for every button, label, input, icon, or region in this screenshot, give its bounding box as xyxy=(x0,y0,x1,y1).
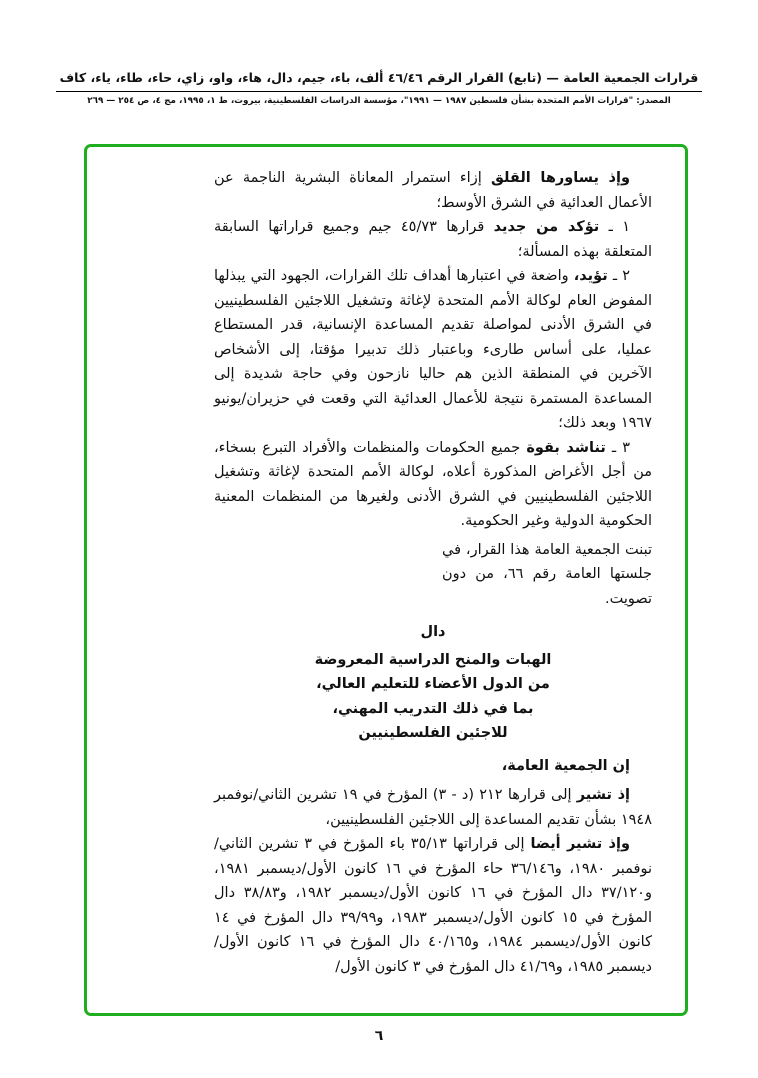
resolution-d-paragraph-2 xyxy=(214,832,652,979)
text-column xyxy=(214,166,652,979)
paragraph-text: إلى قراراتها ٣٥/١٣ باء المؤرخ في ٣ تشرين الثاني/نوفمبر ١٩٨٠، و٣٦/١٤٦ حاء المؤرخ في ١٦ كانون الأول/ديسمبر ١٩٨١، و٣٧/١٢٠ دال المؤرخ في ١٦ كانون الأول/ديسمبر ١٩٨٢، و٣٨/٨٣ دال المؤرخ في ١٥ كانون الأول/ديسمبر ١٩٨٣، و٣٩/٩٩ دال المؤرخ في ١٤ كانون الأول/ديسمبر ١٩٨٤، و٤٠/١٦٥ دال المؤرخ في ١٦ كانون الأول/ديسمبر ١٩٨٥، و٤١/٦٩ دال المؤرخ في ٣ كانون الأول/ xyxy=(214,836,653,975)
paragraph-number: ٣ ـ xyxy=(605,439,631,456)
resolution-d-title-line-4: للاجئين الفلسطينيين xyxy=(358,725,508,741)
paragraph-number: ٢ ـ xyxy=(607,268,631,284)
resolution-d-title-line-2: من الدول الأعضاء للتعليم العالي، xyxy=(316,676,550,692)
resolution-c-paragraph-2 xyxy=(214,215,652,264)
paragraph-text: جميع الحكومات والمنظمات والأفراد التبرع بسخاء، من أجل الأغراض المذكورة أعلاه، لوكالة الأمم المتحدة لإغاثة وتشغيل اللاجئين الفلسطينيين في الشرق الأدنى ولغيرها من المنظمات المعنية الحكومية الدولية وغير الحكومية. xyxy=(214,439,652,529)
page-header xyxy=(28,70,730,106)
resolution-d-title-line-1: الهبات والمنح الدراسية المعروضة xyxy=(314,651,552,668)
document-title: قرارات الجمعية العامة — (تابع) القرار الرقم ٤٦/٤٦ ألف، باء، جيم، دال، هاء، واو، زاي، حاء، طاء، ياء، كاف xyxy=(59,70,699,85)
paragraph-lead: تؤيد، xyxy=(573,268,608,284)
paragraph-lead: تؤكد من جديد xyxy=(493,219,600,235)
paragraph-text: قرارها ٤٥/٧٣ جيم وجميع قراراتها السابقة المتعلقة بهذه المسألة؛ xyxy=(214,219,652,260)
adoption-note: تبنت الجمعية العامة هذا القرار، في جلستها العامة رقم ٦٦، من دون تصويت. xyxy=(442,541,652,607)
paragraph-text: إزاء استمرار المعاناة البشرية الناجمة عن الأعمال العدائية في الشرق الأوسط؛ xyxy=(214,170,652,211)
preamble-intro: إن الجمعية العامة، xyxy=(501,757,630,774)
paragraph-number: ١ ـ xyxy=(599,219,630,235)
paragraph-lead: وإذ تشير أيضا xyxy=(530,836,630,852)
paragraph-text: إلى قرارها ٢١٢ (د - ٣) المؤرخ في ١٩ تشرين الثاني/نوفمبر ١٩٤٨ بشأن تقديم المساعدة إلى اللاجئين الفلسطينيين، xyxy=(214,787,652,828)
resolution-c-paragraph-4 xyxy=(214,436,652,534)
resolution-d-title-line-3: بما في ذلك التدريب المهني، xyxy=(332,700,534,717)
resolution-c-paragraph-3 xyxy=(214,264,652,436)
header-divider xyxy=(56,91,702,92)
section-letter-dal: دال xyxy=(420,624,446,640)
page-number: ٦ xyxy=(374,1028,384,1044)
resolution-c-paragraph-1 xyxy=(214,166,652,215)
content-frame xyxy=(84,144,688,1016)
paragraph-text: واضعة في اعتبارها أهداف تلك القرارات، الجهود التي يبذلها المفوض العام لوكالة الأمم المتحدة لإغاثة وتشغيل اللاجئين الفلسطينيين في الشرق الأدنى لمواصلة تقديم المساعدة الإنسانية، قدر المستطاع عمليا، على أساس طارىء وباعتبار ذلك تدبيرا مؤقتا، إلى الأشخاص الآخرين في المنطقة الذين هم حاليا نازحون وفي حاجة شديدة إلى المساعدة المستمرة نتيجة للأعمال العدائية التي وقعت في حزيران/يونيو ١٩٦٧ وبعد ذلك؛ xyxy=(214,268,652,431)
paragraph-lead: وإذ يساورها القلق xyxy=(490,170,630,186)
resolution-d-paragraph-1 xyxy=(214,783,652,832)
paragraph-lead: إذ تشير xyxy=(576,787,630,803)
document-source: المصدر: "قرارات الأمم المتحدة بشأن فلسطين ١٩٨٧ — ١٩٩١"، مؤسسة الدراسات الفلسطينية، بيروت، ط ١، ١٩٩٥، مج ٤، ص ٢٥٤ — ٢٦٩ xyxy=(87,96,671,106)
paragraph-lead: تناشد بقوة xyxy=(526,439,606,456)
